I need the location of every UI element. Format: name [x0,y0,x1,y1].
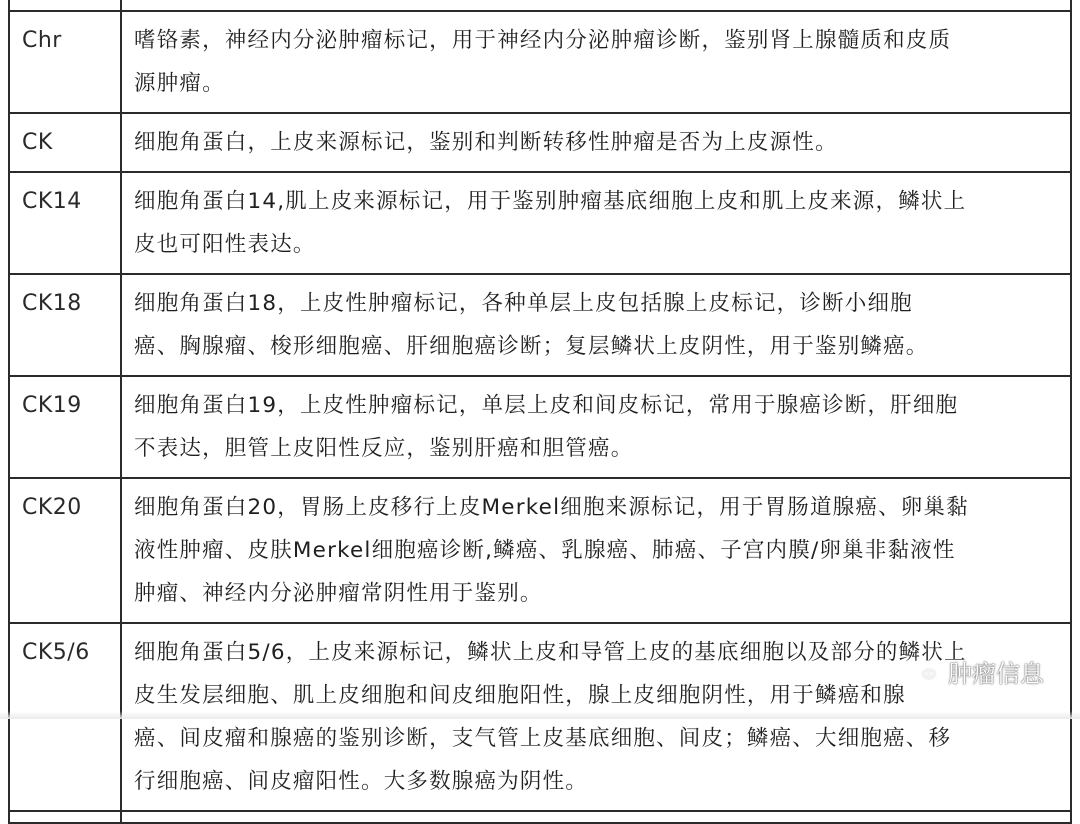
marker-description-cell [121,478,1071,623]
description-cell [121,811,1071,823]
table-row [9,274,1071,376]
description-line: 皮也可阳性表达。 [134,232,316,257]
description-line: 细胞角蛋白14,肌上皮来源标记，用于鉴别肿瘤基底细胞上皮和肌上皮来源，鳞状上 [134,189,967,214]
description-line: 肿瘤、神经内分泌肿瘤常阴性用于鉴别。 [134,581,543,606]
description-line: 癌、胸腺瘤、梭形细胞癌、肝细胞癌诊断；复层鳞状上皮阴性，用于鉴别鳞癌。 [134,334,929,359]
description-line: 皮生发层细胞、肌上皮细胞和间皮细胞阳性，腺上皮细胞阴性，用于鳞癌和腺 [134,683,906,708]
marker-description-cell [121,11,1071,113]
description-line: 细胞角蛋白19，上皮性肿瘤标记，单层上皮和间皮标记，常用于腺癌诊断，肝细胞 [134,393,959,418]
description-line: 癌、间皮瘤和腺癌的鉴别诊断，支气管上皮基底细胞、间皮；鳞癌、大细胞癌、移 [134,726,952,751]
marker-cell [9,811,121,823]
table-row-top-partial [9,0,1071,11]
table-row [9,172,1071,274]
marker-name-cell: CK5/6 [9,623,121,811]
description-line: 嗜铬素，神经内分泌肿瘤标记，用于神经内分泌肿瘤诊断，鉴别肾上腺髓质和皮质 [134,28,952,53]
description-line: 细胞角蛋白20，胃肠上皮移行上皮Merkel细胞来源标记，用于胃肠道腺癌、卵巢黏 [134,495,969,520]
table-row [9,376,1071,478]
marker-cell [9,0,121,11]
description-line: 不表达，胆管上皮阳性反应，鉴别肝癌和胆管癌。 [134,436,634,461]
marker-description-cell [121,113,1071,172]
page-bottom-edge [0,711,1080,719]
marker-description-cell [121,274,1071,376]
marker-table [8,0,1072,824]
description-line: 细胞角蛋白18，上皮性肿瘤标记，各种单层上皮包括腺上皮标记，诊断小细胞 [134,291,913,316]
table-row [9,478,1071,623]
marker-name-cell: CK [9,113,121,172]
description-cell [121,0,1071,11]
marker-name-cell: CK18 [9,274,121,376]
description-line: 液性肿瘤、皮肤Merkel细胞癌诊断,鳞癌、乳腺癌、肺癌、子宫内膜/卵巢非黏液性 [134,538,956,563]
marker-description-cell [121,172,1071,274]
description-line: 源肿瘤。 [134,71,225,96]
marker-name-cell: Chr [9,11,121,113]
marker-name-cell: CK19 [9,376,121,478]
watermark [910,654,1044,689]
description-line: 细胞角蛋白，上皮来源标记，鉴别和判断转移性肿瘤是否为上皮源性。 [134,130,838,155]
marker-name-cell: CK20 [9,478,121,623]
marker-table-body [9,0,1071,823]
watermark-text: 肿瘤信息 [948,660,1044,688]
description-line: 细胞角蛋白5/6，上皮来源标记，鳞状上皮和导管上皮的基底细胞以及部分的鳞状上 [134,640,967,665]
table-row [9,11,1071,113]
marker-name-cell: CK14 [9,172,121,274]
description-line: 行细胞癌、间皮瘤阳性。大多数腺癌为阴性。 [134,769,589,794]
wechat-icon [910,659,940,685]
marker-description-cell [121,376,1071,478]
table-row [9,113,1071,172]
table-row-bottom-partial [9,811,1071,823]
